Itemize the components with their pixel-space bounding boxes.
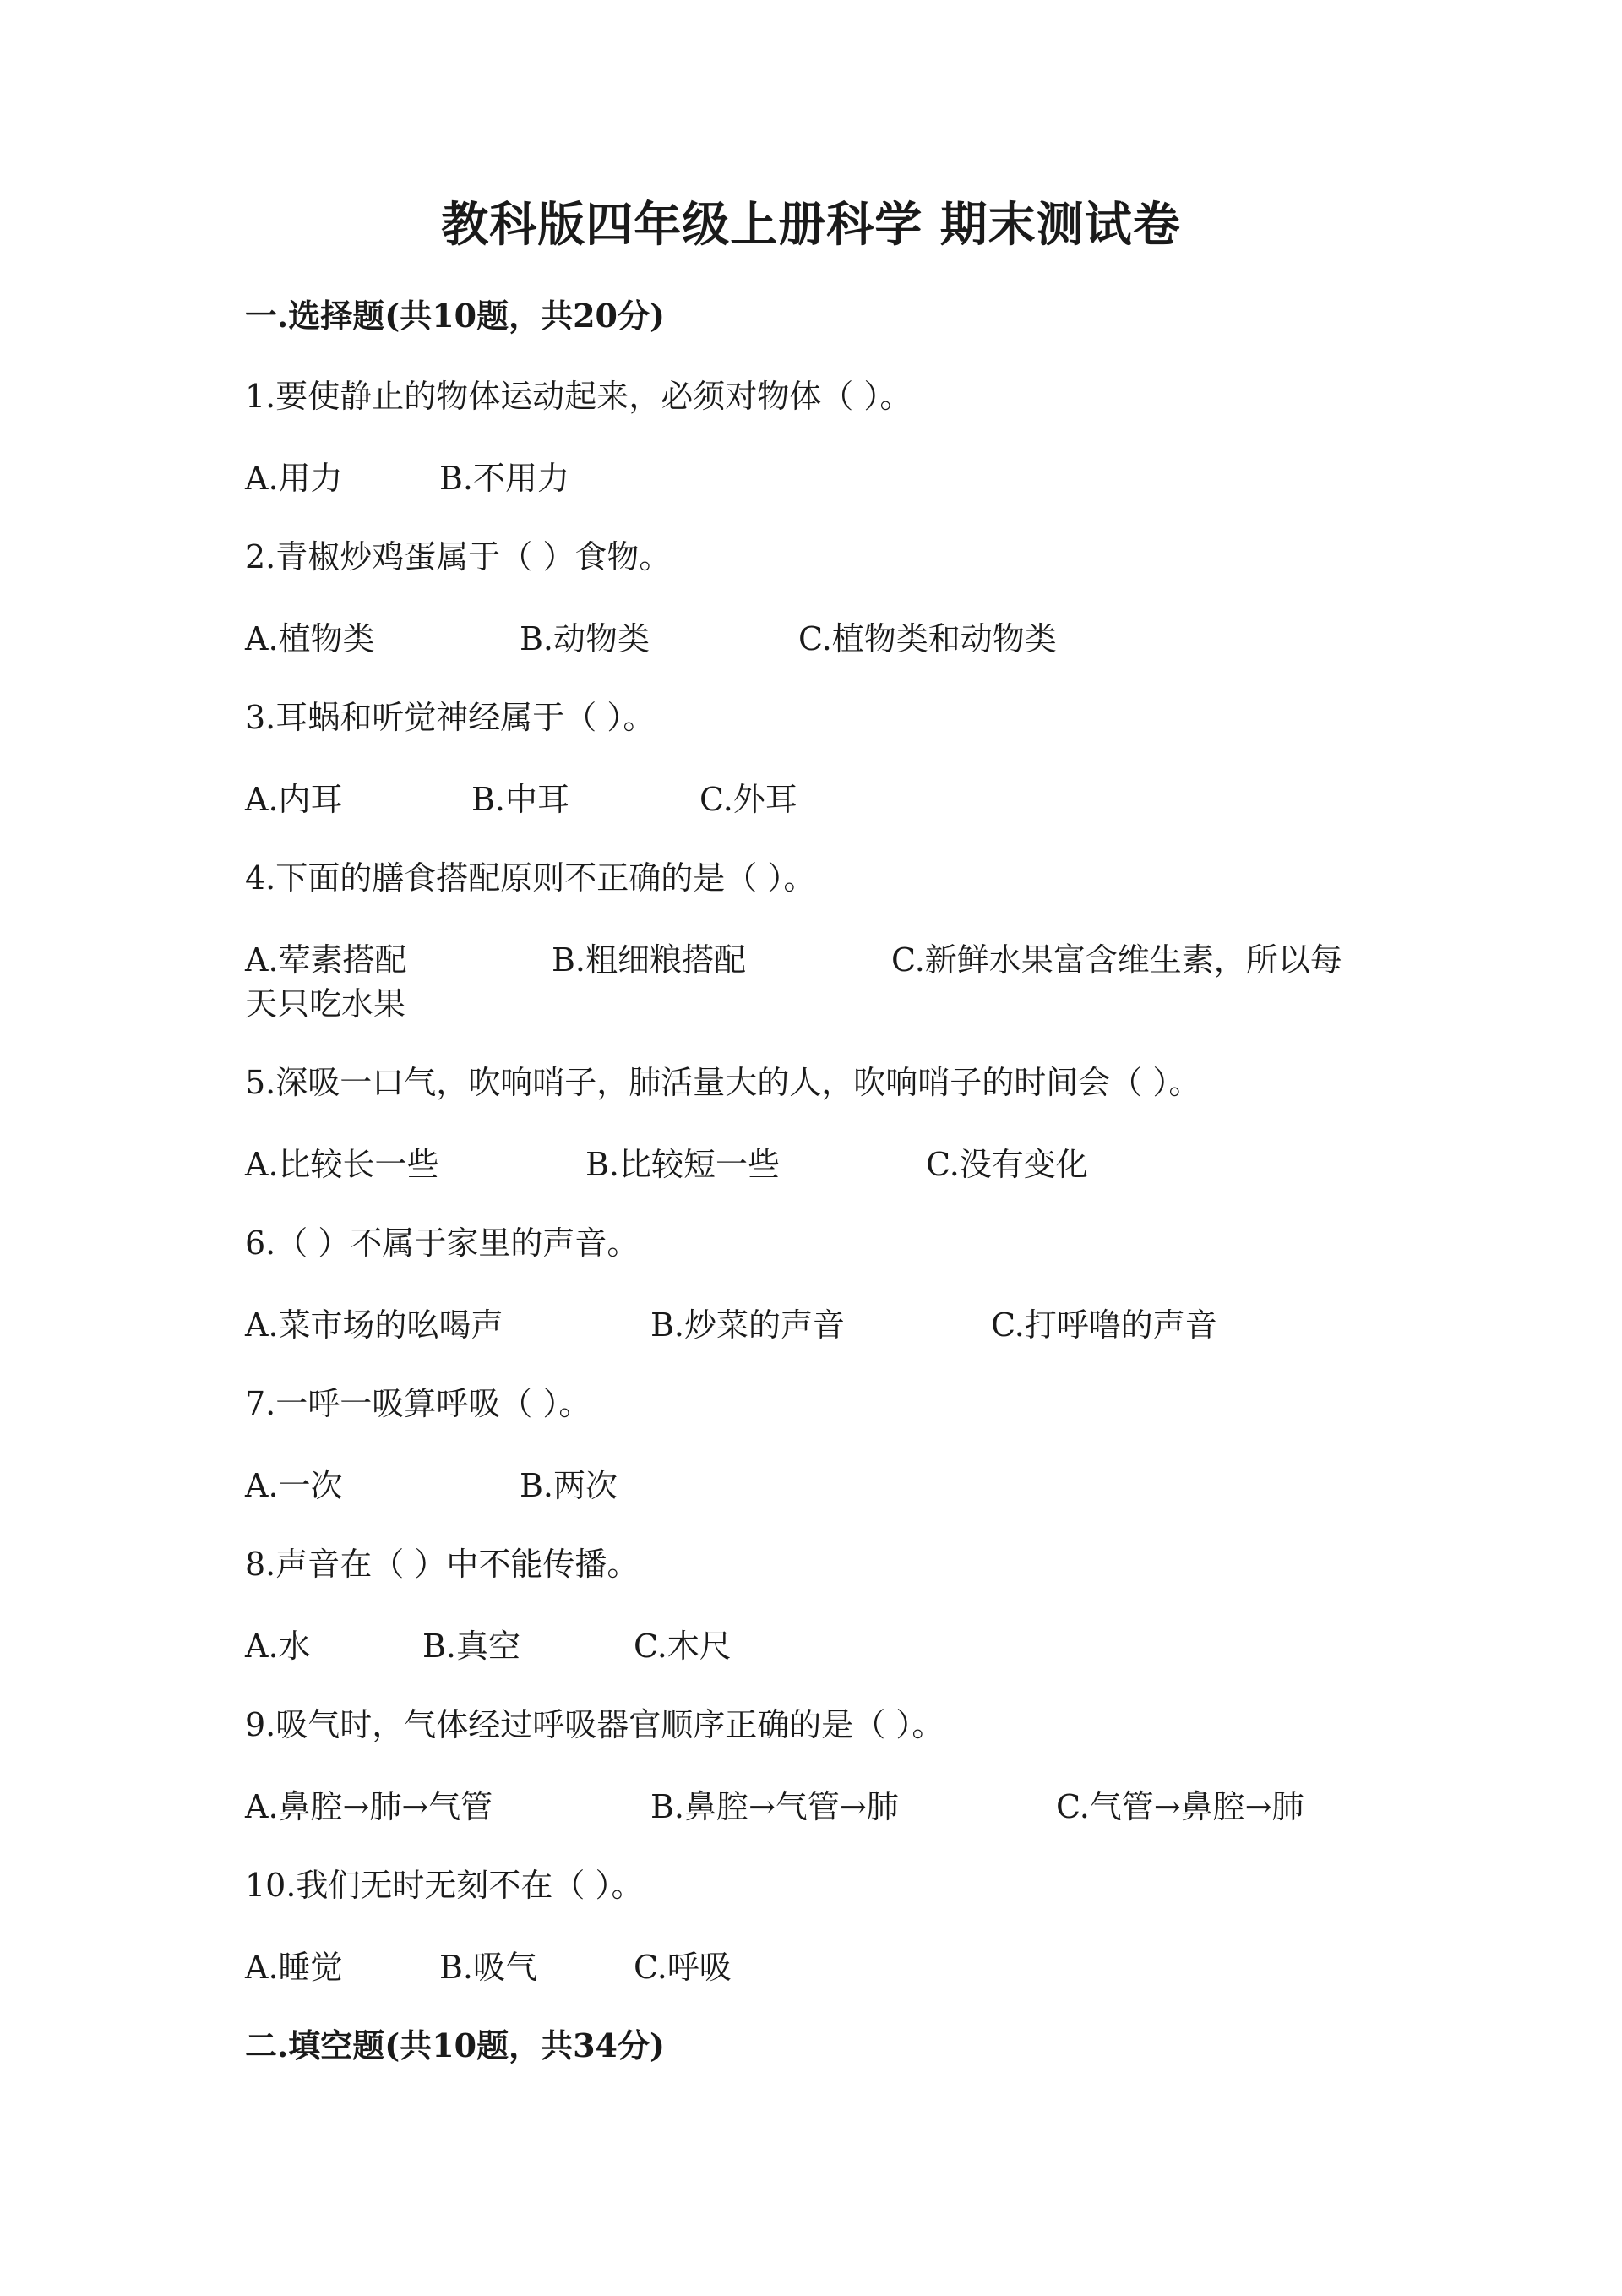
options-9: [245, 1785, 1419, 1829]
option-3-a: A.内耳: [245, 781, 343, 818]
option-2-c: C.植物类和动物类: [798, 620, 1057, 657]
question-6: 6.（ ）不属于家里的声音。: [245, 1224, 640, 1262]
options-8: [245, 1624, 1419, 1668]
option-2-b: B.动物类: [520, 620, 650, 657]
option-10-c: C.呼吸: [634, 1949, 732, 1986]
option-4-c: C.新鲜水果富含维生素，所以每: [891, 941, 1342, 979]
question-9: 9.吸气时，气体经过呼吸器官顺序正确的是（ ）。: [245, 1706, 944, 1743]
page-title: 教科版四年级上册科学 期末测试卷: [441, 197, 1181, 253]
option-3-b: B.中耳: [471, 781, 570, 818]
options-6: [245, 1303, 1419, 1347]
option-8-a: A.水: [245, 1628, 311, 1665]
option-3-c: C.外耳: [699, 781, 797, 818]
option-5-a: A.比较长一些: [245, 1146, 439, 1183]
option-8-b: B.真空: [422, 1628, 521, 1665]
section-heading-fill-blank: 二.填空题(共10题，共34分): [245, 2026, 665, 2064]
question-5: 5.深吸一口气，吹响哨子，肺活量大的人，吹响哨子的时间会（ ）。: [245, 1064, 1201, 1101]
question-2: 2.青椒炒鸡蛋属于（ ）食物。: [245, 538, 672, 575]
options-3: [245, 777, 1419, 821]
option-1-a: A.用力: [245, 460, 343, 497]
question-10: 10.我们无时无刻不在（ ）。: [245, 1867, 644, 1904]
question-1: 1.要使静止的物体运动起来，必须对物体（ ）。: [245, 378, 912, 415]
option-7-b: B.两次: [520, 1467, 618, 1504]
section-heading-choice: 一.选择题(共10题，共20分): [245, 297, 665, 335]
options-1: [245, 456, 1419, 500]
options-10: [245, 1945, 1419, 1989]
option-6-c: C.打呼噜的声音: [991, 1306, 1217, 1344]
question-3: 3.耳蜗和听觉神经属于（ ）。: [245, 699, 656, 736]
option-9-c: C.气管→鼻腔→肺: [1056, 1788, 1304, 1825]
question-7: 7.一呼一吸算呼吸（ ）。: [245, 1385, 591, 1422]
options-5: [245, 1143, 1419, 1186]
option-4-a: A.荤素搭配: [245, 941, 407, 979]
options-7: [245, 1464, 1419, 1508]
option-1-b: B.不用力: [439, 460, 570, 497]
option-10-a: A.睡觉: [245, 1949, 343, 1986]
option-4-c-continued: 天只吃水果: [245, 985, 406, 1023]
option-2-a: A.植物类: [245, 620, 375, 657]
option-7-a: A.一次: [245, 1467, 343, 1504]
option-10-b: B.吸气: [439, 1949, 538, 1986]
option-5-b: B.比较短一些: [585, 1146, 781, 1183]
options-2: [245, 617, 1419, 661]
option-9-b: B.鼻腔→气管→肺: [650, 1788, 899, 1825]
option-4-b: B.粗细粮搭配: [552, 941, 747, 979]
options-4: [245, 938, 1419, 1026]
option-8-c: C.木尺: [634, 1628, 732, 1665]
question-8: 8.声音在（ ）中不能传播。: [245, 1546, 640, 1583]
question-4: 4.下面的膳食搭配原则不正确的是（ ）。: [245, 859, 816, 897]
option-9-a: A.鼻腔→肺→气管: [245, 1788, 493, 1825]
option-6-a: A.菜市场的吆喝声: [245, 1306, 503, 1344]
exam-content: [245, 296, 1419, 2066]
option-6-b: B.炒菜的声音: [650, 1306, 846, 1344]
option-5-c: C.没有变化: [926, 1146, 1088, 1183]
